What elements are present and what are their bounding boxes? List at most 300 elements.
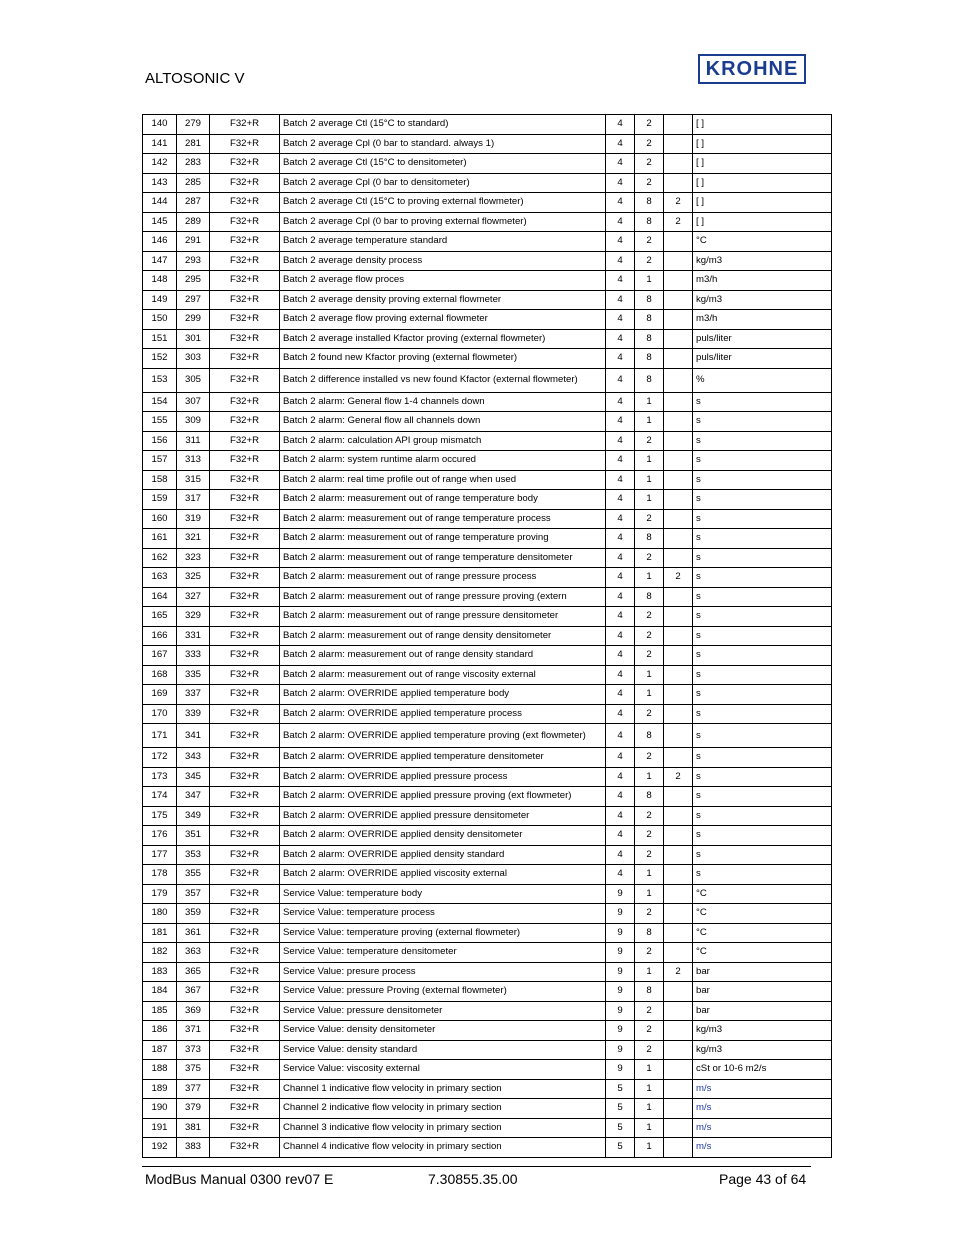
cell-group: 1 <box>635 451 664 471</box>
cell-description: Service Value: temperature process <box>280 904 606 924</box>
cell-index: 159 <box>143 490 177 510</box>
cell-index: 176 <box>143 826 177 846</box>
table-row <box>143 173 832 193</box>
cell-index: 182 <box>143 943 177 963</box>
table-row <box>143 923 832 943</box>
cell-access: 5 <box>606 1099 635 1119</box>
cell-access: 9 <box>606 962 635 982</box>
cell-unit: bar <box>693 1001 832 1021</box>
cell-type: F32+R <box>210 943 280 963</box>
cell-access: 4 <box>606 646 635 666</box>
cell-access: 4 <box>606 290 635 310</box>
cell-type: F32+R <box>210 310 280 330</box>
cell-access: 9 <box>606 943 635 963</box>
cell-flag <box>664 509 693 529</box>
cell-index: 191 <box>143 1118 177 1138</box>
cell-register: 355 <box>177 865 210 885</box>
cell-type: F32+R <box>210 724 280 748</box>
cell-unit: s <box>693 470 832 490</box>
cell-access: 9 <box>606 904 635 924</box>
cell-register: 383 <box>177 1138 210 1158</box>
cell-type: F32+R <box>210 962 280 982</box>
register-table <box>142 114 832 1158</box>
cell-register: 281 <box>177 134 210 154</box>
cell-type: F32+R <box>210 431 280 451</box>
cell-register: 361 <box>177 923 210 943</box>
cell-flag <box>664 1118 693 1138</box>
table-row <box>143 865 832 885</box>
cell-flag <box>664 1138 693 1158</box>
cell-type: F32+R <box>210 232 280 252</box>
table-row <box>143 1079 832 1099</box>
cell-index: 179 <box>143 884 177 904</box>
table-row <box>143 509 832 529</box>
cell-group: 1 <box>635 1118 664 1138</box>
cell-description: Batch 2 alarm: OVERRIDE applied pressure process <box>280 767 606 787</box>
cell-type: F32+R <box>210 134 280 154</box>
cell-access: 4 <box>606 665 635 685</box>
cell-flag <box>664 115 693 135</box>
cell-description: Batch 2 alarm: measurement out of range pressure densitometer <box>280 607 606 627</box>
table-row <box>143 115 832 135</box>
cell-flag <box>664 787 693 807</box>
table-row <box>143 748 832 768</box>
cell-group: 1 <box>635 1060 664 1080</box>
cell-access: 4 <box>606 451 635 471</box>
cell-index: 155 <box>143 412 177 432</box>
cell-type: F32+R <box>210 982 280 1002</box>
cell-unit: % <box>693 368 832 392</box>
table-row <box>143 329 832 349</box>
cell-register: 343 <box>177 748 210 768</box>
cell-type: F32+R <box>210 1099 280 1119</box>
cell-unit: s <box>693 748 832 768</box>
cell-access: 4 <box>606 368 635 392</box>
cell-access: 4 <box>606 724 635 748</box>
cell-index: 170 <box>143 704 177 724</box>
cell-register: 289 <box>177 212 210 232</box>
cell-flag <box>664 748 693 768</box>
cell-register: 329 <box>177 607 210 627</box>
cell-unit: s <box>693 392 832 412</box>
cell-description: Batch 2 alarm: measurement out of range temperature proving <box>280 529 606 549</box>
cell-unit: m/s <box>693 1099 832 1119</box>
cell-description: Service Value: temperature body <box>280 884 606 904</box>
cell-index: 186 <box>143 1021 177 1041</box>
table-row <box>143 607 832 627</box>
cell-flag <box>664 665 693 685</box>
cell-group: 2 <box>635 509 664 529</box>
cell-register: 365 <box>177 962 210 982</box>
cell-type: F32+R <box>210 548 280 568</box>
cell-type: F32+R <box>210 884 280 904</box>
cell-group: 8 <box>635 310 664 330</box>
cell-description: Batch 2 average Cpl (0 bar to standard. always 1) <box>280 134 606 154</box>
cell-register: 379 <box>177 1099 210 1119</box>
cell-type: F32+R <box>210 490 280 510</box>
cell-description: Batch 2 difference installed vs new found Kfactor (external flowmeter) <box>280 368 606 392</box>
table-row <box>143 470 832 490</box>
cell-description: Batch 2 average Cpl (0 bar to densitometer) <box>280 173 606 193</box>
cell-index: 147 <box>143 251 177 271</box>
cell-register: 297 <box>177 290 210 310</box>
cell-flag <box>664 1099 693 1119</box>
cell-unit: m/s <box>693 1079 832 1099</box>
cell-access: 5 <box>606 1118 635 1138</box>
cell-type: F32+R <box>210 826 280 846</box>
cell-register: 321 <box>177 529 210 549</box>
table-row <box>143 212 832 232</box>
cell-register: 357 <box>177 884 210 904</box>
cell-register: 279 <box>177 115 210 135</box>
cell-description: Batch 2 alarm: measurement out of range pressure process <box>280 568 606 588</box>
cell-index: 165 <box>143 607 177 627</box>
cell-type: F32+R <box>210 412 280 432</box>
cell-description: Batch 2 alarm: system runtime alarm occured <box>280 451 606 471</box>
cell-flag <box>664 490 693 510</box>
cell-type: F32+R <box>210 509 280 529</box>
cell-description: Batch 2 alarm: OVERRIDE applied pressure densitometer <box>280 806 606 826</box>
cell-unit: s <box>693 587 832 607</box>
cell-register: 377 <box>177 1079 210 1099</box>
cell-access: 4 <box>606 412 635 432</box>
cell-flag <box>664 548 693 568</box>
cell-description: Batch 2 alarm: OVERRIDE applied pressure proving (ext flowmeter) <box>280 787 606 807</box>
cell-index: 161 <box>143 529 177 549</box>
cell-index: 153 <box>143 368 177 392</box>
cell-flag <box>664 704 693 724</box>
cell-group: 8 <box>635 349 664 369</box>
cell-index: 185 <box>143 1001 177 1021</box>
cell-unit: [ ] <box>693 212 832 232</box>
cell-flag <box>664 154 693 174</box>
cell-description: Batch 2 alarm: real time profile out of range when used <box>280 470 606 490</box>
cell-group: 2 <box>635 704 664 724</box>
cell-unit: s <box>693 826 832 846</box>
cell-register: 371 <box>177 1021 210 1041</box>
cell-index: 171 <box>143 724 177 748</box>
cell-flag <box>664 310 693 330</box>
cell-index: 169 <box>143 685 177 705</box>
cell-unit: °C <box>693 923 832 943</box>
cell-register: 349 <box>177 806 210 826</box>
cell-index: 149 <box>143 290 177 310</box>
cell-unit: s <box>693 607 832 627</box>
cell-description: Batch 2 average flow proving external flowmeter <box>280 310 606 330</box>
cell-index: 156 <box>143 431 177 451</box>
table-row <box>143 626 832 646</box>
cell-index: 188 <box>143 1060 177 1080</box>
cell-group: 1 <box>635 685 664 705</box>
cell-register: 283 <box>177 154 210 174</box>
cell-access: 9 <box>606 884 635 904</box>
cell-register: 363 <box>177 943 210 963</box>
footer-divider <box>142 1166 811 1167</box>
cell-access: 4 <box>606 431 635 451</box>
cell-register: 315 <box>177 470 210 490</box>
cell-type: F32+R <box>210 470 280 490</box>
cell-access: 4 <box>606 310 635 330</box>
cell-register: 301 <box>177 329 210 349</box>
cell-access: 9 <box>606 1060 635 1080</box>
cell-access: 4 <box>606 587 635 607</box>
cell-unit: s <box>693 529 832 549</box>
cell-flag <box>664 982 693 1002</box>
cell-flag <box>664 470 693 490</box>
cell-unit: s <box>693 724 832 748</box>
cell-group: 2 <box>635 826 664 846</box>
cell-group: 2 <box>635 943 664 963</box>
cell-group: 2 <box>635 134 664 154</box>
cell-description: Batch 2 average Ctl (15°C to densitometer) <box>280 154 606 174</box>
document-title: ALTOSONIC V <box>145 70 245 87</box>
cell-description: Service Value: density densitometer <box>280 1021 606 1041</box>
cell-group: 2 <box>635 173 664 193</box>
cell-type: F32+R <box>210 329 280 349</box>
cell-description: Batch 2 average flow proces <box>280 271 606 291</box>
cell-access: 4 <box>606 509 635 529</box>
cell-access: 4 <box>606 548 635 568</box>
cell-register: 285 <box>177 173 210 193</box>
cell-description: Batch 2 alarm: measurement out of range density densitometer <box>280 626 606 646</box>
cell-group: 2 <box>635 845 664 865</box>
cell-type: F32+R <box>210 212 280 232</box>
cell-index: 144 <box>143 193 177 213</box>
table-row <box>143 845 832 865</box>
cell-flag <box>664 392 693 412</box>
cell-description: Batch 2 alarm: General flow all channels down <box>280 412 606 432</box>
cell-group: 2 <box>635 748 664 768</box>
cell-index: 174 <box>143 787 177 807</box>
table-row <box>143 982 832 1002</box>
cell-register: 307 <box>177 392 210 412</box>
cell-access: 4 <box>606 767 635 787</box>
table-row <box>143 193 832 213</box>
cell-unit: m/s <box>693 1138 832 1158</box>
cell-index: 154 <box>143 392 177 412</box>
cell-group: 1 <box>635 665 664 685</box>
cell-unit: puls/liter <box>693 349 832 369</box>
cell-type: F32+R <box>210 1040 280 1060</box>
cell-index: 157 <box>143 451 177 471</box>
table-row <box>143 548 832 568</box>
cell-description: Batch 2 alarm: measurement out of range density standard <box>280 646 606 666</box>
cell-unit: s <box>693 548 832 568</box>
cell-type: F32+R <box>210 271 280 291</box>
table-row <box>143 1118 832 1138</box>
cell-type: F32+R <box>210 1001 280 1021</box>
cell-access: 4 <box>606 787 635 807</box>
table-row <box>143 685 832 705</box>
cell-description: Batch 2 alarm: measurement out of range viscosity external <box>280 665 606 685</box>
cell-access: 9 <box>606 982 635 1002</box>
cell-type: F32+R <box>210 1021 280 1041</box>
cell-register: 305 <box>177 368 210 392</box>
cell-index: 181 <box>143 923 177 943</box>
cell-group: 1 <box>635 392 664 412</box>
cell-type: F32+R <box>210 251 280 271</box>
cell-access: 4 <box>606 865 635 885</box>
cell-index: 192 <box>143 1138 177 1158</box>
cell-type: F32+R <box>210 704 280 724</box>
cell-flag <box>664 134 693 154</box>
cell-description: Channel 4 indicative flow velocity in primary section <box>280 1138 606 1158</box>
cell-group: 8 <box>635 982 664 1002</box>
cell-unit: [ ] <box>693 115 832 135</box>
cell-group: 2 <box>635 1040 664 1060</box>
cell-group: 1 <box>635 1099 664 1119</box>
cell-unit: cSt or 10-6 m2/s <box>693 1060 832 1080</box>
cell-description: Batch 2 alarm: OVERRIDE applied temperature body <box>280 685 606 705</box>
cell-description: Service Value: pressure Proving (external flowmeter) <box>280 982 606 1002</box>
cell-index: 173 <box>143 767 177 787</box>
cell-type: F32+R <box>210 1060 280 1080</box>
cell-access: 4 <box>606 826 635 846</box>
cell-description: Batch 2 alarm: General flow 1-4 channels down <box>280 392 606 412</box>
cell-flag <box>664 431 693 451</box>
cell-register: 311 <box>177 431 210 451</box>
cell-group: 8 <box>635 787 664 807</box>
cell-index: 160 <box>143 509 177 529</box>
cell-access: 4 <box>606 748 635 768</box>
cell-register: 287 <box>177 193 210 213</box>
cell-group: 2 <box>635 646 664 666</box>
cell-register: 353 <box>177 845 210 865</box>
cell-index: 167 <box>143 646 177 666</box>
cell-register: 337 <box>177 685 210 705</box>
cell-description: Batch 2 alarm: OVERRIDE applied density densitometer <box>280 826 606 846</box>
cell-group: 2 <box>635 806 664 826</box>
table-row <box>143 646 832 666</box>
cell-unit: m3/h <box>693 271 832 291</box>
footer-manual-name: ModBus Manual 0300 rev07 E <box>145 1171 334 1187</box>
cell-type: F32+R <box>210 845 280 865</box>
cell-flag: 2 <box>664 767 693 787</box>
cell-flag <box>664 451 693 471</box>
cell-flag <box>664 904 693 924</box>
cell-type: F32+R <box>210 154 280 174</box>
cell-group: 1 <box>635 884 664 904</box>
cell-flag <box>664 865 693 885</box>
cell-index: 177 <box>143 845 177 865</box>
cell-index: 145 <box>143 212 177 232</box>
cell-unit: s <box>693 626 832 646</box>
cell-type: F32+R <box>210 1138 280 1158</box>
cell-group: 1 <box>635 271 664 291</box>
cell-access: 4 <box>606 232 635 252</box>
table-row <box>143 1001 832 1021</box>
cell-flag <box>664 1040 693 1060</box>
cell-flag <box>664 1021 693 1041</box>
cell-register: 313 <box>177 451 210 471</box>
cell-unit: [ ] <box>693 193 832 213</box>
cell-description: Batch 2 average temperature standard <box>280 232 606 252</box>
table-row <box>143 767 832 787</box>
cell-index: 189 <box>143 1079 177 1099</box>
cell-flag <box>664 607 693 627</box>
cell-group: 1 <box>635 490 664 510</box>
cell-group: 2 <box>635 904 664 924</box>
cell-flag <box>664 329 693 349</box>
cell-register: 335 <box>177 665 210 685</box>
table-row <box>143 251 832 271</box>
cell-access: 4 <box>606 329 635 349</box>
table-row <box>143 904 832 924</box>
table-row <box>143 349 832 369</box>
cell-type: F32+R <box>210 1118 280 1138</box>
cell-unit: °C <box>693 943 832 963</box>
cell-description: Service Value: pressure densitometer <box>280 1001 606 1021</box>
cell-register: 331 <box>177 626 210 646</box>
cell-flag <box>664 290 693 310</box>
cell-access: 4 <box>606 193 635 213</box>
cell-description: Batch 2 alarm: OVERRIDE applied density standard <box>280 845 606 865</box>
cell-access: 4 <box>606 173 635 193</box>
cell-unit: s <box>693 431 832 451</box>
cell-unit: s <box>693 787 832 807</box>
cell-group: 2 <box>635 115 664 135</box>
cell-access: 9 <box>606 1021 635 1041</box>
table-row <box>143 884 832 904</box>
cell-access: 4 <box>606 349 635 369</box>
cell-type: F32+R <box>210 392 280 412</box>
cell-register: 341 <box>177 724 210 748</box>
table-row <box>143 962 832 982</box>
table-row <box>143 787 832 807</box>
cell-access: 4 <box>606 806 635 826</box>
table-row <box>143 806 832 826</box>
cell-group: 1 <box>635 962 664 982</box>
cell-description: Batch 2 alarm: measurement out of range temperature body <box>280 490 606 510</box>
footer-doc-number: 7.30855.35.00 <box>428 1171 518 1187</box>
table-row <box>143 724 832 748</box>
cell-unit: m3/h <box>693 310 832 330</box>
cell-unit: s <box>693 412 832 432</box>
cell-register: 375 <box>177 1060 210 1080</box>
cell-description: Batch 2 alarm: OVERRIDE applied temperature densitometer <box>280 748 606 768</box>
cell-description: Batch 2 alarm: measurement out of range pressure proving (extern <box>280 587 606 607</box>
cell-flag <box>664 587 693 607</box>
cell-description: Service Value: viscosity external <box>280 1060 606 1080</box>
footer-page-number: Page 43 of 64 <box>719 1171 807 1187</box>
cell-flag <box>664 685 693 705</box>
cell-index: 190 <box>143 1099 177 1119</box>
cell-access: 4 <box>606 626 635 646</box>
cell-unit: s <box>693 704 832 724</box>
cell-access: 4 <box>606 845 635 865</box>
table-row <box>143 412 832 432</box>
cell-index: 183 <box>143 962 177 982</box>
cell-access: 4 <box>606 154 635 174</box>
table-row <box>143 587 832 607</box>
cell-register: 327 <box>177 587 210 607</box>
cell-register: 317 <box>177 490 210 510</box>
cell-description: Batch 2 average Ctl (15°C to proving external flowmeter) <box>280 193 606 213</box>
cell-flag <box>664 412 693 432</box>
cell-description: Channel 2 indicative flow velocity in primary section <box>280 1099 606 1119</box>
cell-group: 2 <box>635 431 664 451</box>
cell-access: 9 <box>606 1001 635 1021</box>
cell-unit: kg/m3 <box>693 290 832 310</box>
table-row <box>143 451 832 471</box>
logo-text: KROHNE <box>705 57 799 80</box>
cell-index: 180 <box>143 904 177 924</box>
cell-unit: s <box>693 865 832 885</box>
cell-index: 143 <box>143 173 177 193</box>
cell-description: Service Value: temperature proving (external flowmeter) <box>280 923 606 943</box>
cell-index: 162 <box>143 548 177 568</box>
cell-description: Batch 2 average density process <box>280 251 606 271</box>
